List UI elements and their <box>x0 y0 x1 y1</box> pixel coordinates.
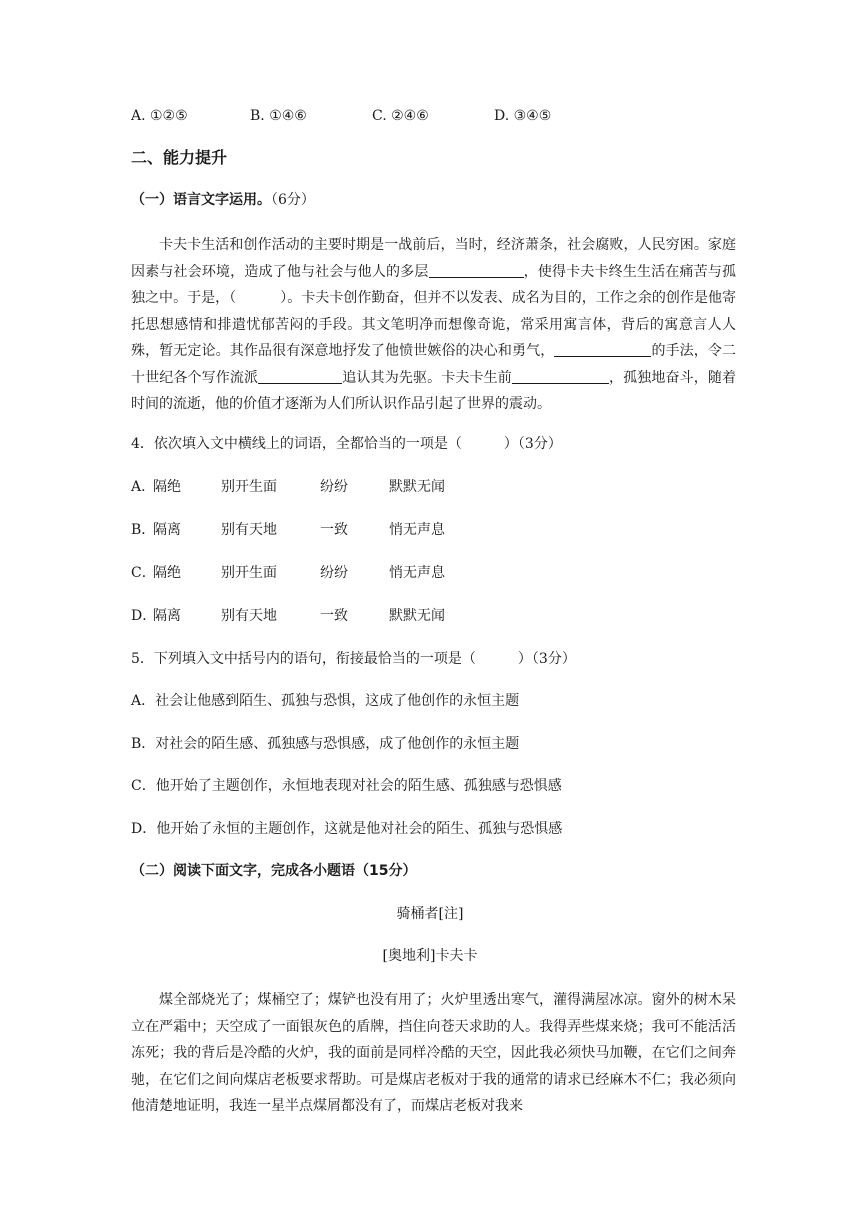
q4-option-word: 一致 <box>320 522 348 538</box>
q4-option-word: 别有天地 <box>221 522 277 538</box>
story-title: 骑桶者[注] <box>396 906 464 922</box>
q4-option-word: 默默无闻 <box>389 479 445 495</box>
passage-text-4: 的手法，令二十世纪各个写作流派 <box>131 343 737 386</box>
question-4-stem: 4．依次填入文中横线上的词语，全都恰当的一项是（ ）（3分） <box>131 436 562 452</box>
q4-option-word: 隔绝 <box>153 565 181 581</box>
q4-option-word: 纷纷 <box>320 479 348 495</box>
blank-1 <box>429 261 524 278</box>
q5-option-b: B．对社会的陌生感、孤独感与恐惧感，成了他创作的永恒主题 <box>131 736 520 752</box>
question-5-stem: 5．下列填入文中括号内的语句，衔接最恰当的一项是（ ）（3分） <box>131 651 576 667</box>
q5-option-a: A．社会让他感到陌生、孤独与恐惧，这成了他创作的永恒主题 <box>131 693 520 709</box>
q4-option-letter: B． <box>131 522 156 538</box>
section-title: 二、能力提升 <box>131 148 228 167</box>
prev-option-a: A. ①②⑤ <box>131 108 188 124</box>
q4-option-word: 一致 <box>320 608 348 624</box>
prev-option-c: C. ②④⑥ <box>372 108 429 124</box>
q4-option-word: 隔绝 <box>153 479 181 495</box>
prev-option-d: D. ③④⑤ <box>494 108 552 124</box>
subsection-title-1-text: （一）语言文字运用。 <box>131 192 271 208</box>
passage-text-3: ）。卡夫卡创作勤奋，但并不以发表、成名为目的，工作之余的创作是他寄托思想感情和排遣忧郁苦闷的手段。其文笔明净而想像奇诡，常采用寓言体，背后的寓意言人人殊，暂无定论。其作品很有深意地抒发了他愤世嫉俗的决心和勇气， <box>131 290 737 359</box>
blank-3 <box>258 367 342 384</box>
prev-option-b: B. ①④⑥ <box>250 108 307 124</box>
q4-option-word: 隔离 <box>153 608 181 624</box>
q4-option-word: 纷纷 <box>320 565 348 581</box>
subsection-title-1 <box>131 190 315 210</box>
story-paragraph: 煤全部烧光了；煤桶空了；煤铲也没有用了；火炉里透出寒气，灌得满屋冰凉。窗外的树木呆立在严霜中；天空成了一面银灰色的盾牌，挡住向苍天求助的人。我得弄些煤来烧；我可不能活活冻死；我的背后是冷酷的火炉，我的面前是同样冷酷的天空，因此我必须快马加鞭，在它们之间奔驰，在它们之间向煤店老板要求帮助。可是煤店老板对于我的通常的请求已经麻木不仁；我必须向他清楚地证明，我连一星半点煤屑都没有了，而煤店老板对我来 <box>131 992 736 1114</box>
subsection-title-2: （二）阅读下面文字，完成各小题语（15分） <box>131 863 417 879</box>
q5-option-c: C．他开始了主题创作，永恒地表现对社会的陌生感、孤独感与恐惧感 <box>131 778 562 794</box>
blank-4 <box>512 367 609 384</box>
blank-2 <box>554 340 651 357</box>
q4-option-word: 隔离 <box>153 522 181 538</box>
story-body <box>131 987 736 1120</box>
q4-option-word: 悄无声息 <box>389 522 445 538</box>
q4-option-word: 别开生面 <box>221 565 277 581</box>
q4-option-word: 别开生面 <box>221 479 277 495</box>
passage-text-2: ，使得卡夫卡终生生活在痛苦与孤独之中。于是，（ <box>131 263 736 306</box>
passage-text-6: ，孤独地奋斗，随着时间的流逝，他的价值才逐渐为人们所认识作品引起了世界的震动。 <box>131 369 737 412</box>
passage-text-5: 追认其为先驱。卡夫卡生前 <box>342 369 512 386</box>
q4-option-word: 悄无声息 <box>389 565 445 581</box>
q4-option-word: 默默无闻 <box>389 608 445 624</box>
subsection-title-1-score: （6分） <box>271 192 315 208</box>
q5-option-d: D．他开始了永恒的主题创作，这就是他对社会的陌生、孤独与恐惧感 <box>131 821 563 837</box>
q4-option-letter: D． <box>131 608 157 624</box>
story-author: [奥地利]卡夫卡 <box>382 948 478 964</box>
passage-paragraph <box>131 232 736 418</box>
q4-option-letter: A． <box>131 479 156 495</box>
q4-option-word: 别有天地 <box>221 608 277 624</box>
q4-option-letter: C． <box>131 565 156 581</box>
passage <box>131 232 736 418</box>
passage-text-1: 卡夫卡生活和创作活动的主要时期是一战前后，当时，经济萧条，社会腐败，人民穷困。家庭因素与社会环境，造成了他与社会与他人的多层 <box>131 237 736 280</box>
